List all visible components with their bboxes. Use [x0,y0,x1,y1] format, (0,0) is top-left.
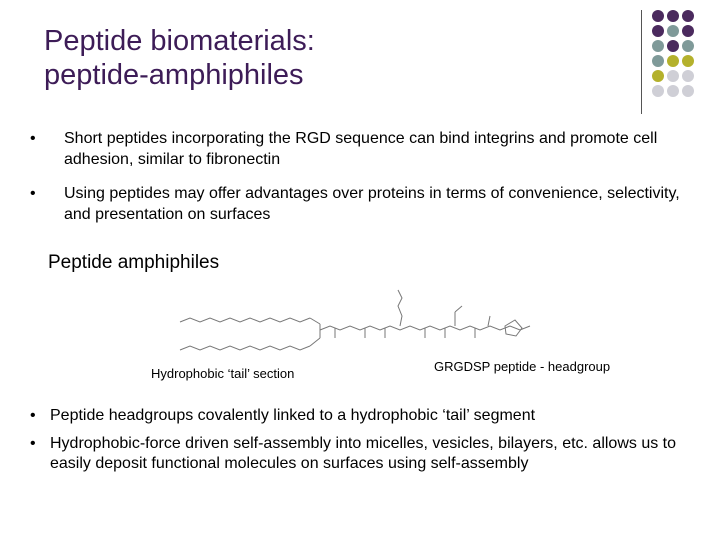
decorative-dot [682,85,694,97]
bullet-text: Short peptides incorporating the RGD sequence can bind integrins and promote cell adhesion, similar to fibronectin [64,130,658,168]
bullet-mark: • [30,407,36,424]
peptide-amphiphile-structure-diagram [170,280,550,360]
slide-title [44,24,315,92]
decorative-divider [641,10,642,114]
tail-chain-upper [180,318,310,322]
title-line-2: peptide-amphiphiles [44,59,304,91]
decorative-dot [652,55,664,67]
decorative-dot [667,70,679,82]
bullet-mark: • [30,130,36,147]
headgroup-caption: GRGDSP peptide - headgroup [434,359,611,374]
decorative-dot [682,25,694,37]
bottom-bullet-list [30,406,680,482]
proline-ring [505,320,522,336]
bullet-item [30,406,680,426]
bullet-item [30,183,690,225]
arginine-side-chain [398,290,402,326]
tail-chain-lower [180,346,310,350]
decorative-dot [667,10,679,22]
decorative-dot [652,10,664,22]
bullet-text: Peptide headgroups covalently linked to a hydrophobic ‘tail’ segment [50,407,536,424]
bullet-text: Hydrophobic-force driven self-assembly into micelles, vesicles, bilayers, etc. allows us to easily deposit functional molecules on surfaces using self-assembly [50,435,677,472]
decorative-dot [652,40,664,52]
decorative-dot [652,85,664,97]
decorative-dot [682,10,694,22]
decorative-dot [682,40,694,52]
decorative-dot [667,25,679,37]
bullet-item [30,128,690,170]
decorative-dot [682,55,694,67]
bullet-mark: • [30,185,36,202]
subheading: Peptide amphiphiles [48,252,220,273]
decorative-dot [652,70,664,82]
tail-caption: Hydrophobic ‘tail’ section [151,366,295,381]
decorative-dot [667,40,679,52]
decorative-dot [667,55,679,67]
title-line-1: Peptide biomaterials: [44,25,315,57]
decorative-dot [667,85,679,97]
decorative-dot [652,25,664,37]
bullet-text: Using peptides may offer advantages over proteins in terms of convenience, selectivity, and presentation on surfaces [64,185,680,223]
top-bullet-list [30,128,690,238]
bullet-mark: • [30,435,36,452]
decorative-dot [682,70,694,82]
bullet-item [30,434,680,474]
